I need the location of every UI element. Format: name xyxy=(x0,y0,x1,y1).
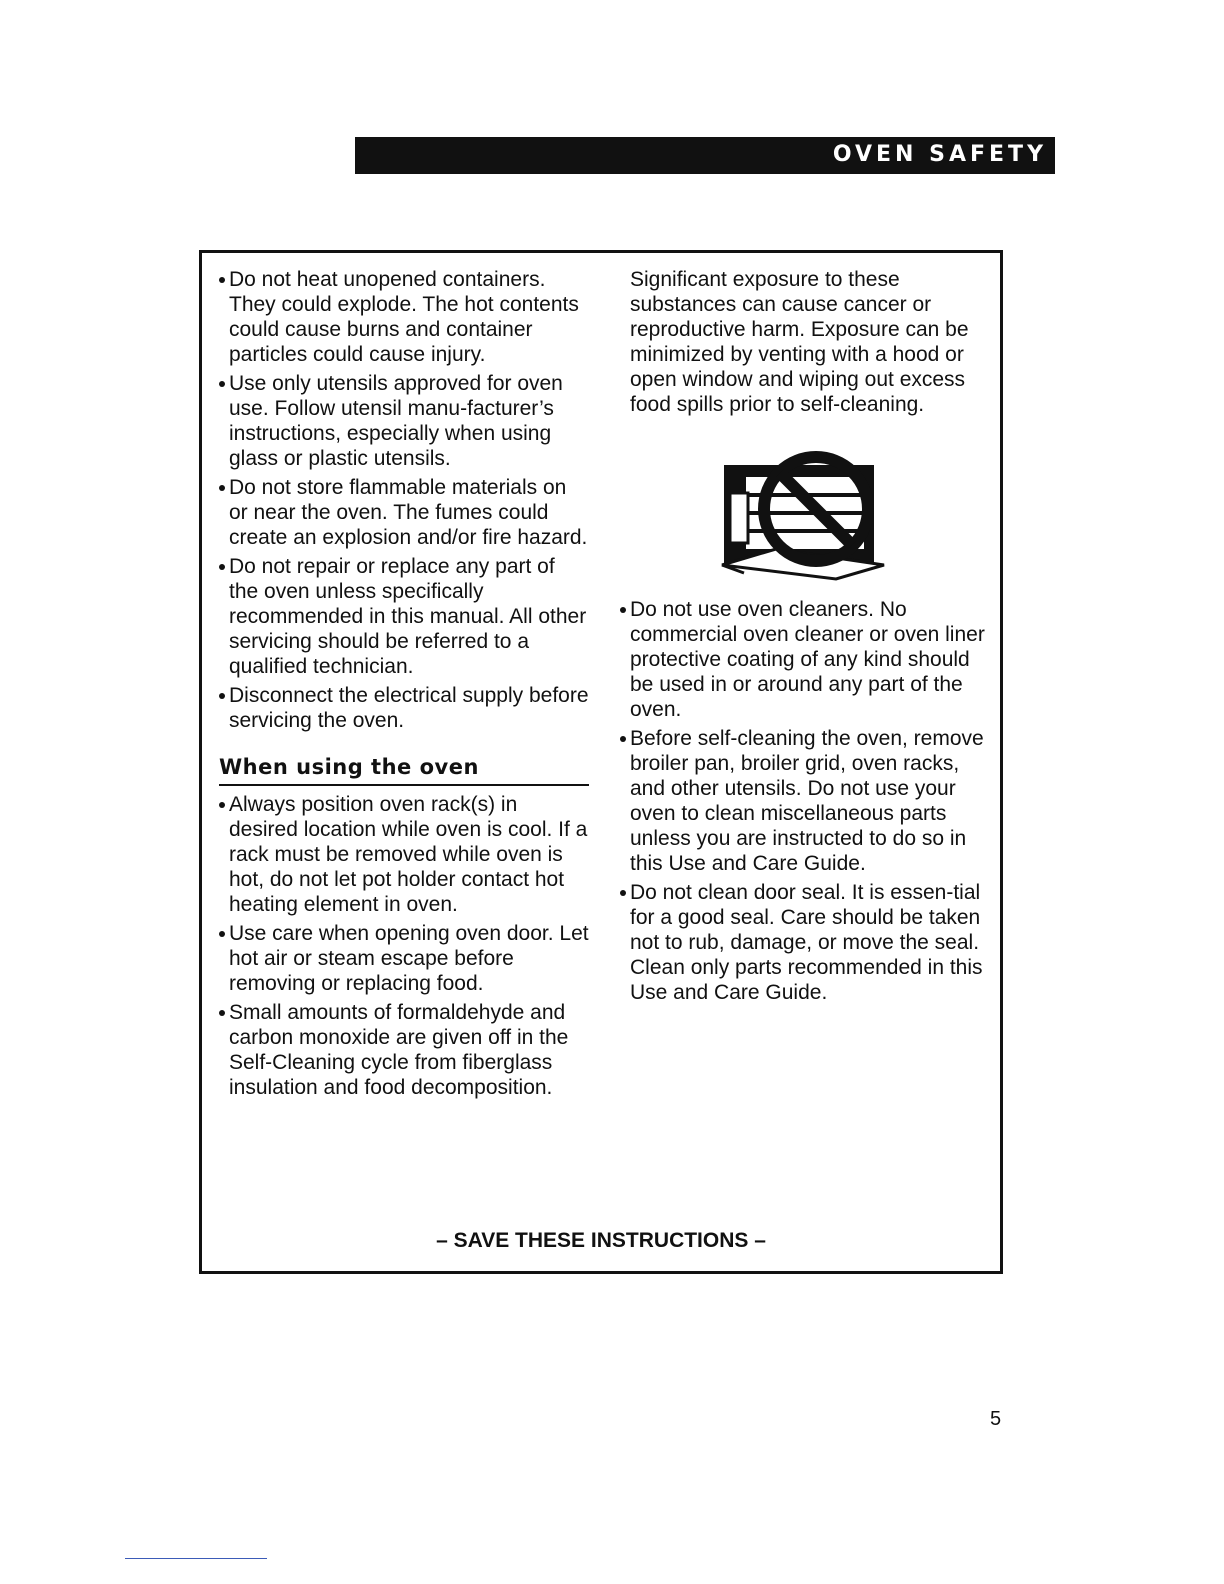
safety-instructions-box xyxy=(199,250,1003,1274)
section-heading: When using the oven xyxy=(219,755,589,786)
section-header-bar xyxy=(355,137,1055,174)
list-item: Use only utensils approved for oven use. Follow utensil manu-facturer’s instructions, especially when using glass or plastic utensils. xyxy=(219,371,589,471)
right-column xyxy=(620,267,990,1009)
safety-list-general xyxy=(219,267,589,733)
divider xyxy=(125,1558,267,1559)
list-item: Before self-cleaning the oven, remove broiler pan, broiler grid, oven racks, and other utensils. Do not use your oven to clean miscellaneous parts unless you are instructed to do so in this Use and Care Guide. xyxy=(620,726,990,876)
save-instructions-note: – SAVE THESE INSTRUCTIONS – xyxy=(436,1229,766,1252)
no-oven-cleaner-spray-icon xyxy=(716,447,892,583)
safety-list-oven-use xyxy=(219,792,589,1100)
list-item: Small amounts of formaldehyde and carbon monoxide are given off in the Self-Cleaning cycle from fiberglass insulation and food decomposition. xyxy=(219,1000,589,1100)
section-title: OVEN SAFETY xyxy=(832,142,1047,167)
list-item: Do not repair or replace any part of the oven unless specifically recommended in this manual. All other servicing should be referred to a qualified technician. xyxy=(219,554,589,679)
page-number: 5 xyxy=(990,1408,1002,1430)
safety-list-cleaning xyxy=(620,597,990,1005)
left-column xyxy=(219,267,589,1104)
list-item: Do not use oven cleaners. No commercial oven cleaner or oven liner protective coating of any kind should be used in or around any part of the oven. xyxy=(620,597,990,722)
list-item: Do not heat unopened containers. They could explode. The hot contents could cause burns and container particles could cause injury. xyxy=(219,267,589,367)
list-item: Disconnect the electrical supply before servicing the oven. xyxy=(219,683,589,733)
list-item: Always position oven rack(s) in desired location while oven is cool. If a rack must be removed while oven is hot, do not let pot holder contact hot heating element in oven. xyxy=(219,792,589,917)
list-item: Do not clean door seal. It is essen-tial for a good seal. Care should be taken not to rub, damage, or move the seal. Clean only parts recommended in this Use and Care Guide. xyxy=(620,880,990,1005)
list-item: Use care when opening oven door. Let hot air or steam escape before removing or replacing food. xyxy=(219,921,589,996)
list-item: Do not store flammable materials on or near the oven. The fumes could create an explosion and/or fire hazard. xyxy=(219,475,589,550)
continued-paragraph: Significant exposure to these substances can cause cancer or reproductive harm. Exposure can be minimized by venting with a hood or open window and wiping out excess food spills prior to self-cleaning. xyxy=(630,268,969,416)
